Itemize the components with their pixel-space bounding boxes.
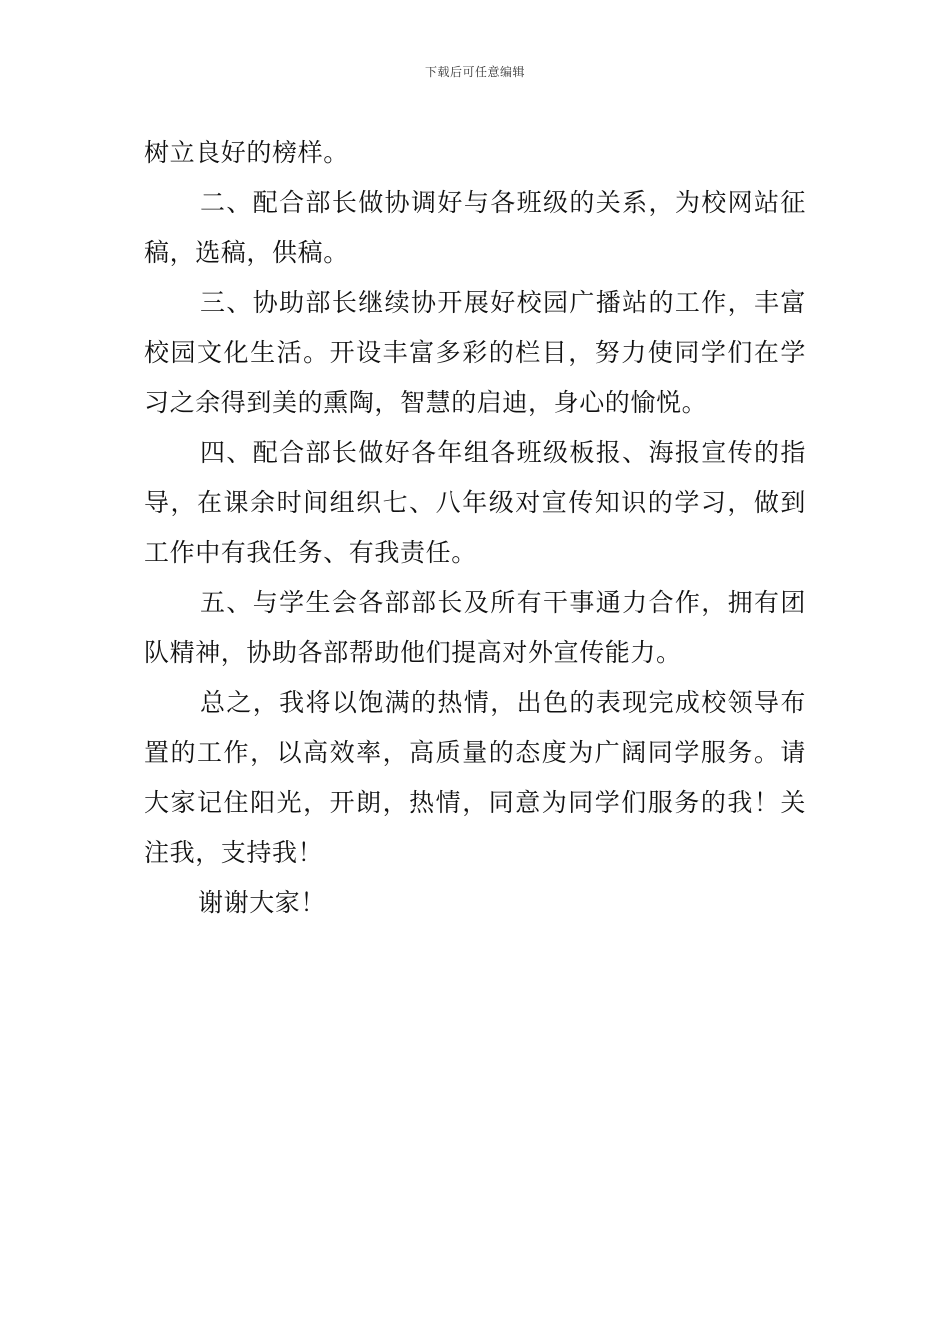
paragraph-item-3: 三、协助部长继续协开展好校园广播站的工作，丰富校园文化生活。开设丰富多彩的栏目，努力使同学们在学习之余得到美的熏陶，智慧的启迪，身心的愉悦。	[144, 288, 806, 417]
paragraph-summary: 总之，我将以饱满的热情，出色的表现完成校领导布置的工作，以高效率，高质量的态度为广阔同学服务。请大家记住阳光，开朗，热情，同意为同学们服务的我！关注我，支持我！	[144, 688, 806, 867]
paragraph-item-2: 二、配合部长做协调好与各班级的关系，为校网站征稿，选稿，供稿。	[144, 188, 806, 267]
paragraph-continuation: 树立良好的榜样。	[144, 138, 349, 167]
page-header-note: 下载后可任意编辑	[424, 65, 525, 79]
paragraph-item-4: 四、配合部长做好各年组各班级板报、海报宣传的指导，在课余时间组织七、八年级对宣传知识的学习，做到工作中有我任务、有我责任。	[144, 438, 806, 567]
document-body	[144, 128, 806, 928]
closing-thanks: 谢谢大家！	[198, 888, 327, 917]
paragraph-item-5: 五、与学生会各部部长及所有干事通力合作，拥有团队精神，协助各部帮助他们提高对外宣传能力。	[144, 588, 806, 667]
